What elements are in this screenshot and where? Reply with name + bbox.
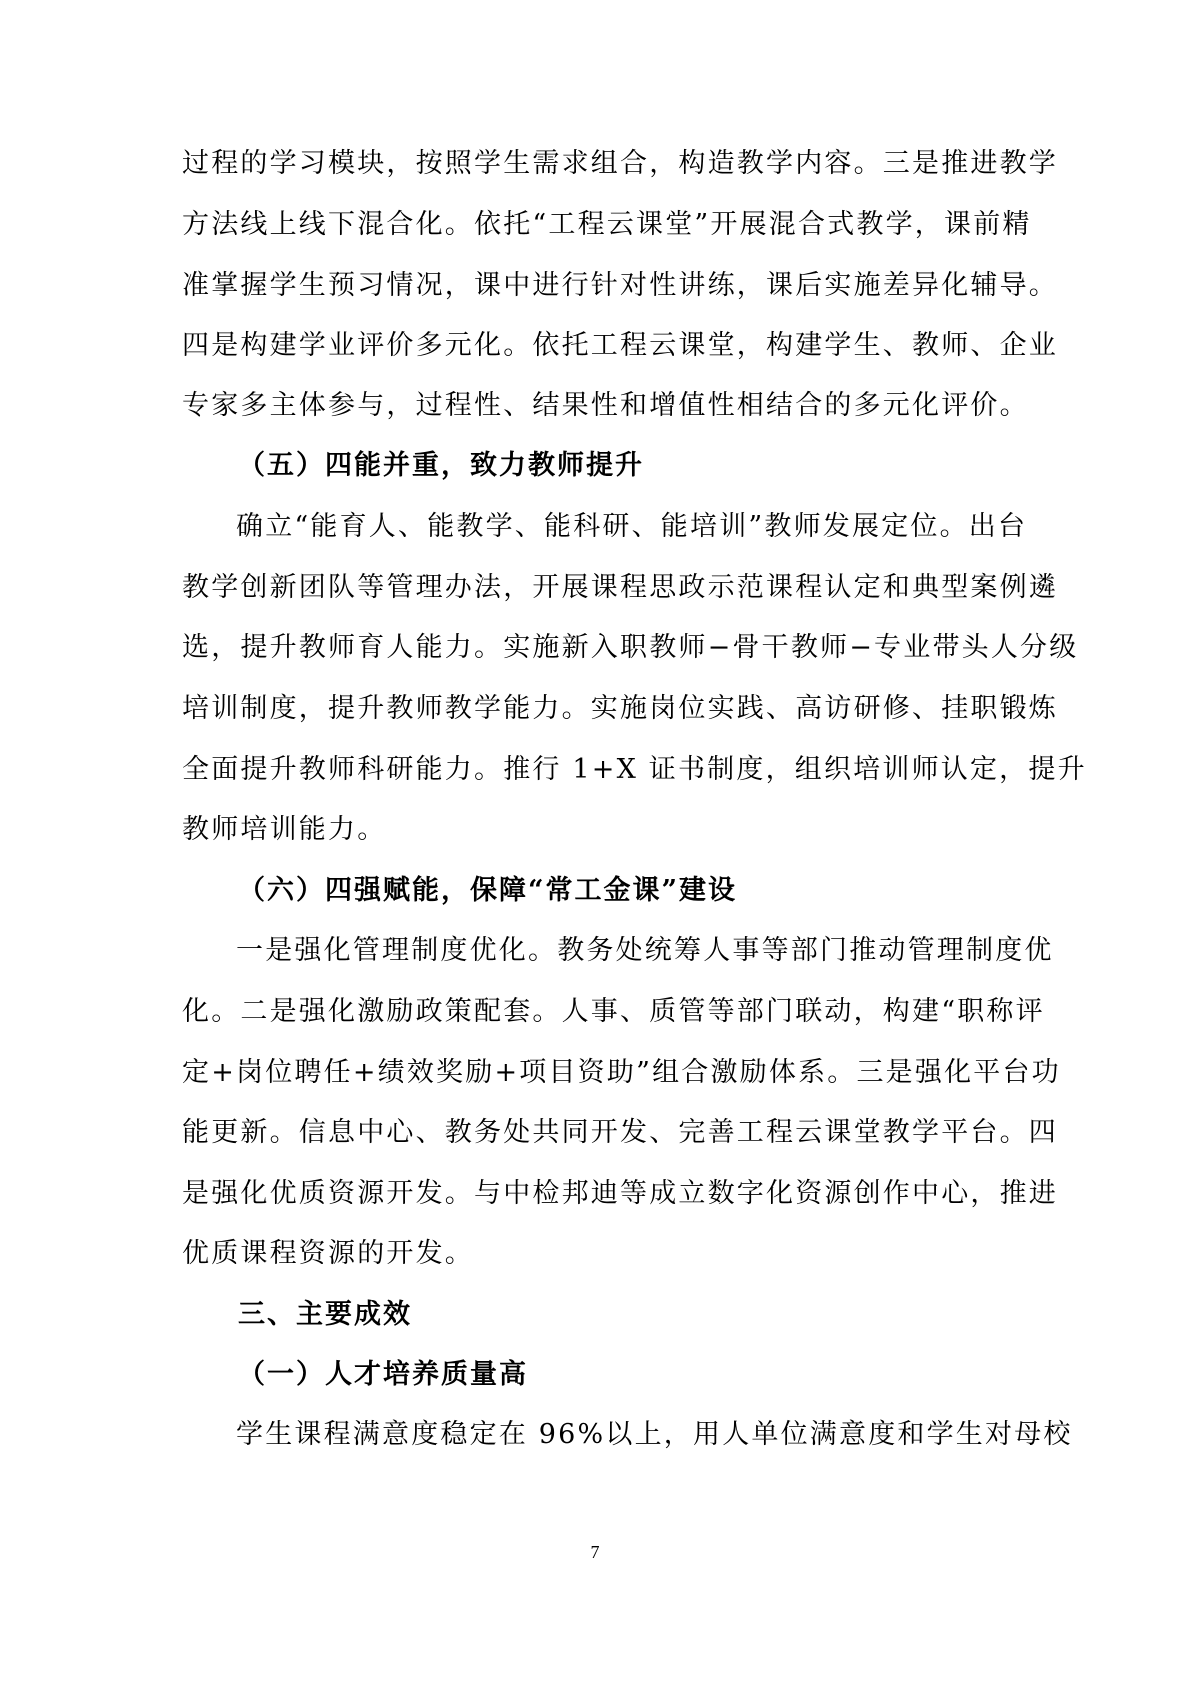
section-heading: （五）四能并重，致力教师提升: [238, 450, 644, 481]
paragraph-line: 一是强化管理制度优化。教务处统筹人事等部门推动管理制度优: [236, 935, 1054, 966]
section-heading: （六）四强赋能，保障“常工金课”建设: [238, 875, 738, 906]
paragraph-line: 确立“能育人、能教学、能科研、能培训”教师发展定位。出台: [236, 511, 1028, 542]
paragraph-line: 教师培训能力。: [182, 814, 387, 845]
paragraph-line: 优质课程资源的开发。: [182, 1238, 474, 1269]
paragraph-line: 准掌握学生预习情况，课中进行针对性讲练，课后实施差异化辅导。: [182, 270, 1058, 301]
chapter-heading: 三、主要成效: [238, 1299, 412, 1330]
paragraph-line: 学生课程满意度稳定在 96%以上，用人单位满意度和学生对母校: [236, 1419, 1073, 1450]
paragraph-line: 是强化优质资源开发。与中检邦迪等成立数字化资源创作中心，推进: [182, 1178, 1058, 1209]
paragraph-line: 四是构建学业评价多元化。依托工程云课堂，构建学生、教师、企业: [182, 330, 1058, 361]
paragraph-line: 选，提升教师育人能力。实施新入职教师−骨干教师−专业带头人分级: [182, 632, 1079, 663]
paragraph-line: 化。二是强化激励政策配套。人事、质管等部门联动，构建“职称评: [182, 996, 1045, 1027]
paragraph-line: 教学创新团队等管理办法，开展课程思政示范课程认定和典型案例遴: [182, 572, 1058, 603]
paragraph-line: 专家多主体参与，过程性、结果性和增值性相结合的多元化评价。: [182, 390, 1029, 421]
paragraph-line: 培训制度，提升教师教学能力。实施岗位实践、高访研修、挂职锻炼: [182, 693, 1058, 724]
paragraph-line: 过程的学习模块，按照学生需求组合，构造教学内容。三是推进教学: [182, 148, 1058, 179]
page-number: 7: [590, 1542, 600, 1562]
paragraph-line: 能更新。信息中心、教务处共同开发、完善工程云课堂教学平台。四: [182, 1117, 1058, 1148]
section-heading: （一）人才培养质量高: [238, 1359, 528, 1390]
paragraph-line: 方法线上线下混合化。依托“工程云课堂”开展混合式教学，课前精: [182, 209, 1032, 240]
paragraph-line: 定+岗位聘任+绩效奖励+项目资助”组合激励体系。三是强化平台功: [182, 1057, 1061, 1088]
paragraph-line: 全面提升教师科研能力。推行 1+X 证书制度，组织培训师认定，提升: [182, 754, 1087, 785]
